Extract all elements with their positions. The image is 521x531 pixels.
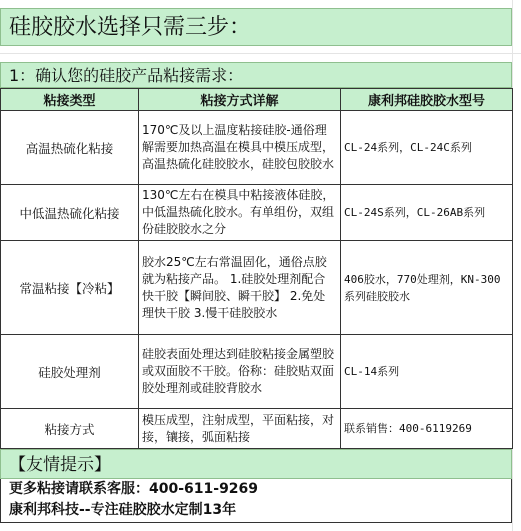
type-cell[interactable]: 高温热硫化粘接	[1, 111, 139, 185]
model-cell[interactable]: CL-24S系列，CL-26AB系列	[341, 185, 513, 241]
model-cell[interactable]: CL-24系列，CL-24C系列	[341, 111, 513, 185]
title-cell[interactable]	[0, 8, 512, 46]
step-heading: 1：确认您的硅胶产品粘接需求：	[9, 66, 244, 85]
step-cell[interactable]	[0, 62, 512, 88]
table-row	[1, 409, 513, 449]
type-cell[interactable]: 常温粘接【冷粘】	[1, 241, 139, 335]
tips-heading: 【友情提示】	[9, 455, 111, 475]
table-row	[1, 335, 513, 409]
type-cell[interactable]: 硅胶处理剂	[1, 335, 139, 409]
table-header-row	[1, 89, 513, 111]
type-cell[interactable]: 粘接方式	[1, 409, 139, 449]
model-cell[interactable]: CL-14系列	[341, 335, 513, 409]
page-title: 硅胶胶水选择只需三步：	[9, 15, 252, 40]
tips-line-contact: 更多粘接请联系客服：400-611-9269	[9, 481, 259, 497]
type-cell[interactable]: 中低温热硫化粘接	[1, 185, 139, 241]
detail-cell[interactable]: 模压成型，注射成型，平面粘接，对接，镶接，弧面粘接	[139, 409, 341, 449]
detail-cell[interactable]: 170℃及以上温度粘接硅胶-通俗理解需要加热高温在模具中模压成型，高温热硫化硅胶胶水，硅胶包胶胶水	[139, 111, 341, 185]
tips-content-cell[interactable]	[0, 479, 512, 523]
detail-cell[interactable]: 130℃左右在模具中粘接液体硅胶，中低温热硫化胶水。有单组份，双组份硅胶胶水之分	[139, 185, 341, 241]
adhesive-table	[0, 88, 513, 449]
table-row	[1, 241, 513, 335]
tips-line-company: 康利邦科技--专注硅胶胶水定制13年	[9, 502, 237, 518]
table-row	[1, 111, 513, 185]
model-cell[interactable]: 联系销售：400-6119269	[341, 409, 513, 449]
table-row	[1, 185, 513, 241]
gridline	[0, 53, 521, 54]
header-detail[interactable]: 粘接方式详解	[139, 89, 341, 111]
detail-cell[interactable]: 硅胶表面处理达到硅胶粘接金属塑胶或双面胶不干胶。俗称：硅胶贴双面胶处理剂或硅胶背胶水	[139, 335, 341, 409]
tips-heading-cell[interactable]	[0, 449, 512, 479]
header-type[interactable]: 粘接类型	[1, 89, 139, 111]
model-cell[interactable]: 406胶水，770处理剂，KN-300系列硅胶胶水	[341, 241, 513, 335]
header-model[interactable]: 康利邦硅胶胶水型号	[341, 89, 513, 111]
detail-cell[interactable]: 胶水25℃左右常温固化，通俗点胶就为粘接产品。 1.硅胶处理剂配合快干胶【瞬间胶、瞬干胶】 2.免处理快干胶 3.慢干硅胶胶水	[139, 241, 341, 335]
